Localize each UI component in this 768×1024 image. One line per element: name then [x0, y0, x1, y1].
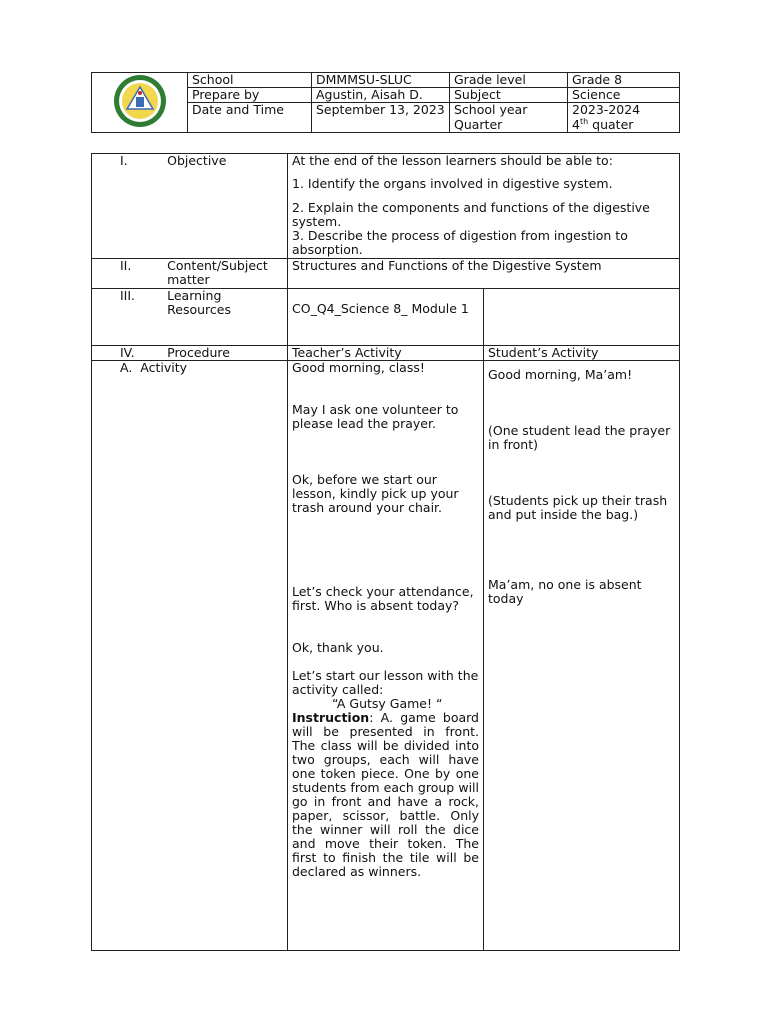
header-table [91, 72, 680, 133]
school-logo [92, 73, 188, 133]
school-label: School [188, 73, 312, 88]
student-trash: (Students pick up their trash and put inside the bag.) [488, 493, 668, 522]
content-heading: II. Content/Subject matter [92, 259, 288, 289]
activity-row [92, 361, 680, 951]
procedure-row [92, 346, 680, 361]
game-title: “A Gutsy Game! “ [332, 696, 443, 711]
subject-value: Science [568, 88, 680, 103]
prepared-by-label: Prepare by [188, 88, 312, 103]
school-year-value: 2023-2024 [568, 103, 680, 119]
date-time-label: Date and Time [188, 103, 312, 133]
resources-blank [484, 289, 680, 346]
teacher-activity-header: Teacher’s Activity [288, 346, 484, 361]
teacher-greet: Good morning, class! [292, 360, 425, 375]
teacher-thanks: Ok, thank you. [292, 640, 384, 655]
objective-intro: At the end of the lesson learners should be able to: [292, 153, 613, 168]
teacher-prayer: May I ask one volunteer to please lead the prayer. [292, 402, 459, 431]
teacher-activity-cell [288, 361, 484, 951]
grade-level-label: Grade level [450, 73, 568, 88]
resources-heading: III. Learning Resources [92, 289, 288, 346]
prepared-by-value: Agustin, Aisah D. [312, 88, 450, 103]
quarter-value: 4th quater [568, 118, 680, 133]
date-time-value: September 13, 2023 [312, 103, 450, 133]
objective-item: 3. Describe the process of digestion from ingestion to absorption. [292, 228, 628, 257]
grade-level-value: Grade 8 [568, 73, 680, 88]
school-year-label: School year [450, 103, 568, 119]
student-greet: Good morning, Ma’am! [488, 367, 633, 382]
activity-heading: A. Activity [92, 361, 288, 951]
student-absent: Ma’am, no one is absent today [488, 577, 642, 606]
resources-value: CO_Q4_Science 8_ Module 1 [288, 289, 484, 346]
teacher-start: Let’s start our lesson with the activity called: [292, 668, 479, 697]
game-instruction: Instruction: A. game board will be presented in front. The class will be divided into two groups, each will have one token piece. One by one students from each group will go in front and have a rock, paper, scissor, battle. Only the winner will roll the dice and move their token. The first to finish the tile will be declared as winners. [292, 710, 479, 879]
lesson-table [91, 153, 680, 951]
objective-item: 1. Identify the organs involved in digestive system. [292, 176, 613, 191]
content-row [92, 259, 680, 289]
school-value: DMMMSU-SLUC [312, 73, 450, 88]
student-activity-header: Student’s Activity [484, 346, 680, 361]
content-value: Structures and Functions of the Digestive System [288, 259, 680, 289]
procedure-heading: IV. Procedure [92, 346, 288, 361]
teacher-attendance: Let’s check your attendance, first. Who is absent today? [292, 584, 474, 613]
resources-row [92, 289, 680, 346]
objective-content [288, 154, 680, 259]
teacher-trash: Ok, before we start our lesson, kindly pick up your trash around your chair. [292, 472, 459, 515]
objective-heading: I. Objective [92, 154, 288, 259]
subject-label: Subject [450, 88, 568, 103]
quarter-label: Quarter [450, 118, 568, 133]
objective-row [92, 154, 680, 259]
objective-item: 2. Explain the components and functions of the digestive system. [292, 200, 650, 229]
student-prayer: (One student lead the prayer in front) [488, 423, 671, 452]
school-seal-icon [103, 73, 177, 129]
student-activity-cell [484, 361, 680, 951]
